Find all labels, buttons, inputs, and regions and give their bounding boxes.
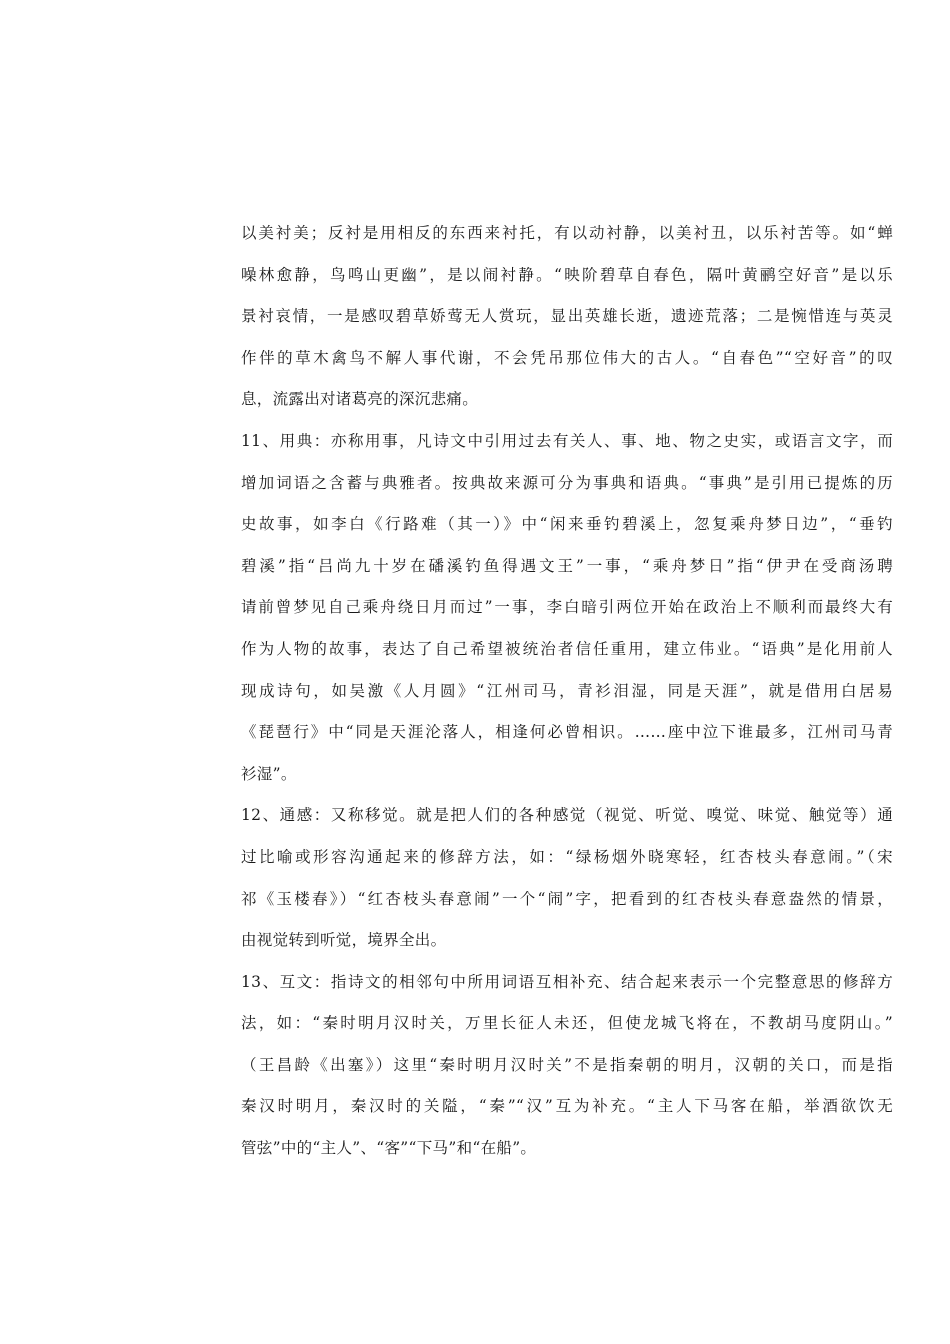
- text-line: 《琵琶行》中“同是天涯沦落人，相逢何必曾相识。……座中泣下谁最多，江州司马青: [241, 723, 893, 742]
- text-line: 以美衬美；反衬是用相反的东西来衬托，有以动衬静，以美衬丑，以乐衬苦等。如“蝉: [241, 224, 893, 242]
- text-line: 噪林愈静，鸟鸣山更幽”，是以闹衬静。“映阶碧草自春色，隔叶黄鹂空好音”是以乐: [241, 265, 893, 284]
- text-line: 管弦”中的“主人”、“客”“下马”和“在船”。: [241, 1139, 537, 1158]
- text-line: 过比喻或形容沟通起来的修辞方法，如：“绿杨烟外晓寒轻，红杏枝头春意闹。”（宋: [241, 847, 893, 866]
- text-line: 景衬哀情，一是感叹碧草娇莺无人赏玩，显出英雄长逝，遗迹荒落；二是惋惜连与英灵: [241, 307, 893, 326]
- text-line: 请前曾梦见自己乘舟绕日月而过”一事，李白暗引两位开始在政治上不顺利而最终大有: [241, 598, 893, 617]
- text-line: 衫湿”。: [241, 764, 297, 783]
- text-line: 由视觉转到听觉，境界全出。: [241, 931, 447, 950]
- text-line: 碧溪”指“吕尚九十岁在磻溪钓鱼得遇文王”一事，“乘舟梦日”指“伊尹在受商汤聘: [241, 556, 893, 575]
- section-12-heading-line: 12、通感：又称移觉。就是把人们的各种感觉（视觉、听觉、嗅觉、味觉、触觉等）通: [241, 806, 893, 825]
- section-11-heading-line: 11、用典：亦称用事，凡诗文中引用过去有关人、事、地、物之史实，或语言文字，而: [241, 431, 893, 450]
- text-line: 作伴的草木禽鸟不解人事代谢，不会凭吊那位伟大的古人。“自春色”“空好音”的叹: [241, 348, 893, 367]
- text-line: 现成诗句，如吴激《人月圆》“江州司马，青衫泪湿，同是天涯”，就是借用白居易: [241, 681, 893, 700]
- text-line: 息，流露出对诸葛亮的深沉悲痛。: [241, 390, 479, 409]
- text-line: 祁《玉楼春》）“红杏枝头春意闹”一个“闹”字，把看到的红杏枝头春意盎然的情景，: [241, 889, 893, 908]
- section-13-heading-line: 13、互文：指诗文的相邻句中所用词语互相补充、结合起来表示一个完整意思的修辞方: [241, 972, 893, 991]
- text-line: 秦汉时明月，秦汉时的关隘，“秦”“汉”互为补充。“主人下马客在船，举酒欲饮无: [241, 1097, 893, 1116]
- text-line: 增加词语之含蓄与典雅者。按典故来源可分为事典和语典。“事典”是引用已提炼的历: [241, 473, 893, 492]
- text-line: 作为人物的故事，表达了自己希望被统治者信任重用，建立伟业。“语典”是化用前人: [241, 639, 893, 658]
- text-line: 史故事，如李白《行路难（其一）》中“闲来垂钓碧溪上，忽复乘舟梦日边”，“垂钓: [241, 515, 893, 534]
- text-line: 法，如：“秦时明月汉时关，万里长征人未还，但使龙城飞将在，不教胡马度阴山。”: [241, 1014, 893, 1033]
- text-line: （王昌龄《出塞》）这里“秦时明月汉时关”不是指秦朝的明月，汉朝的关口，而是指: [241, 1055, 893, 1074]
- document-body: [241, 213, 893, 1170]
